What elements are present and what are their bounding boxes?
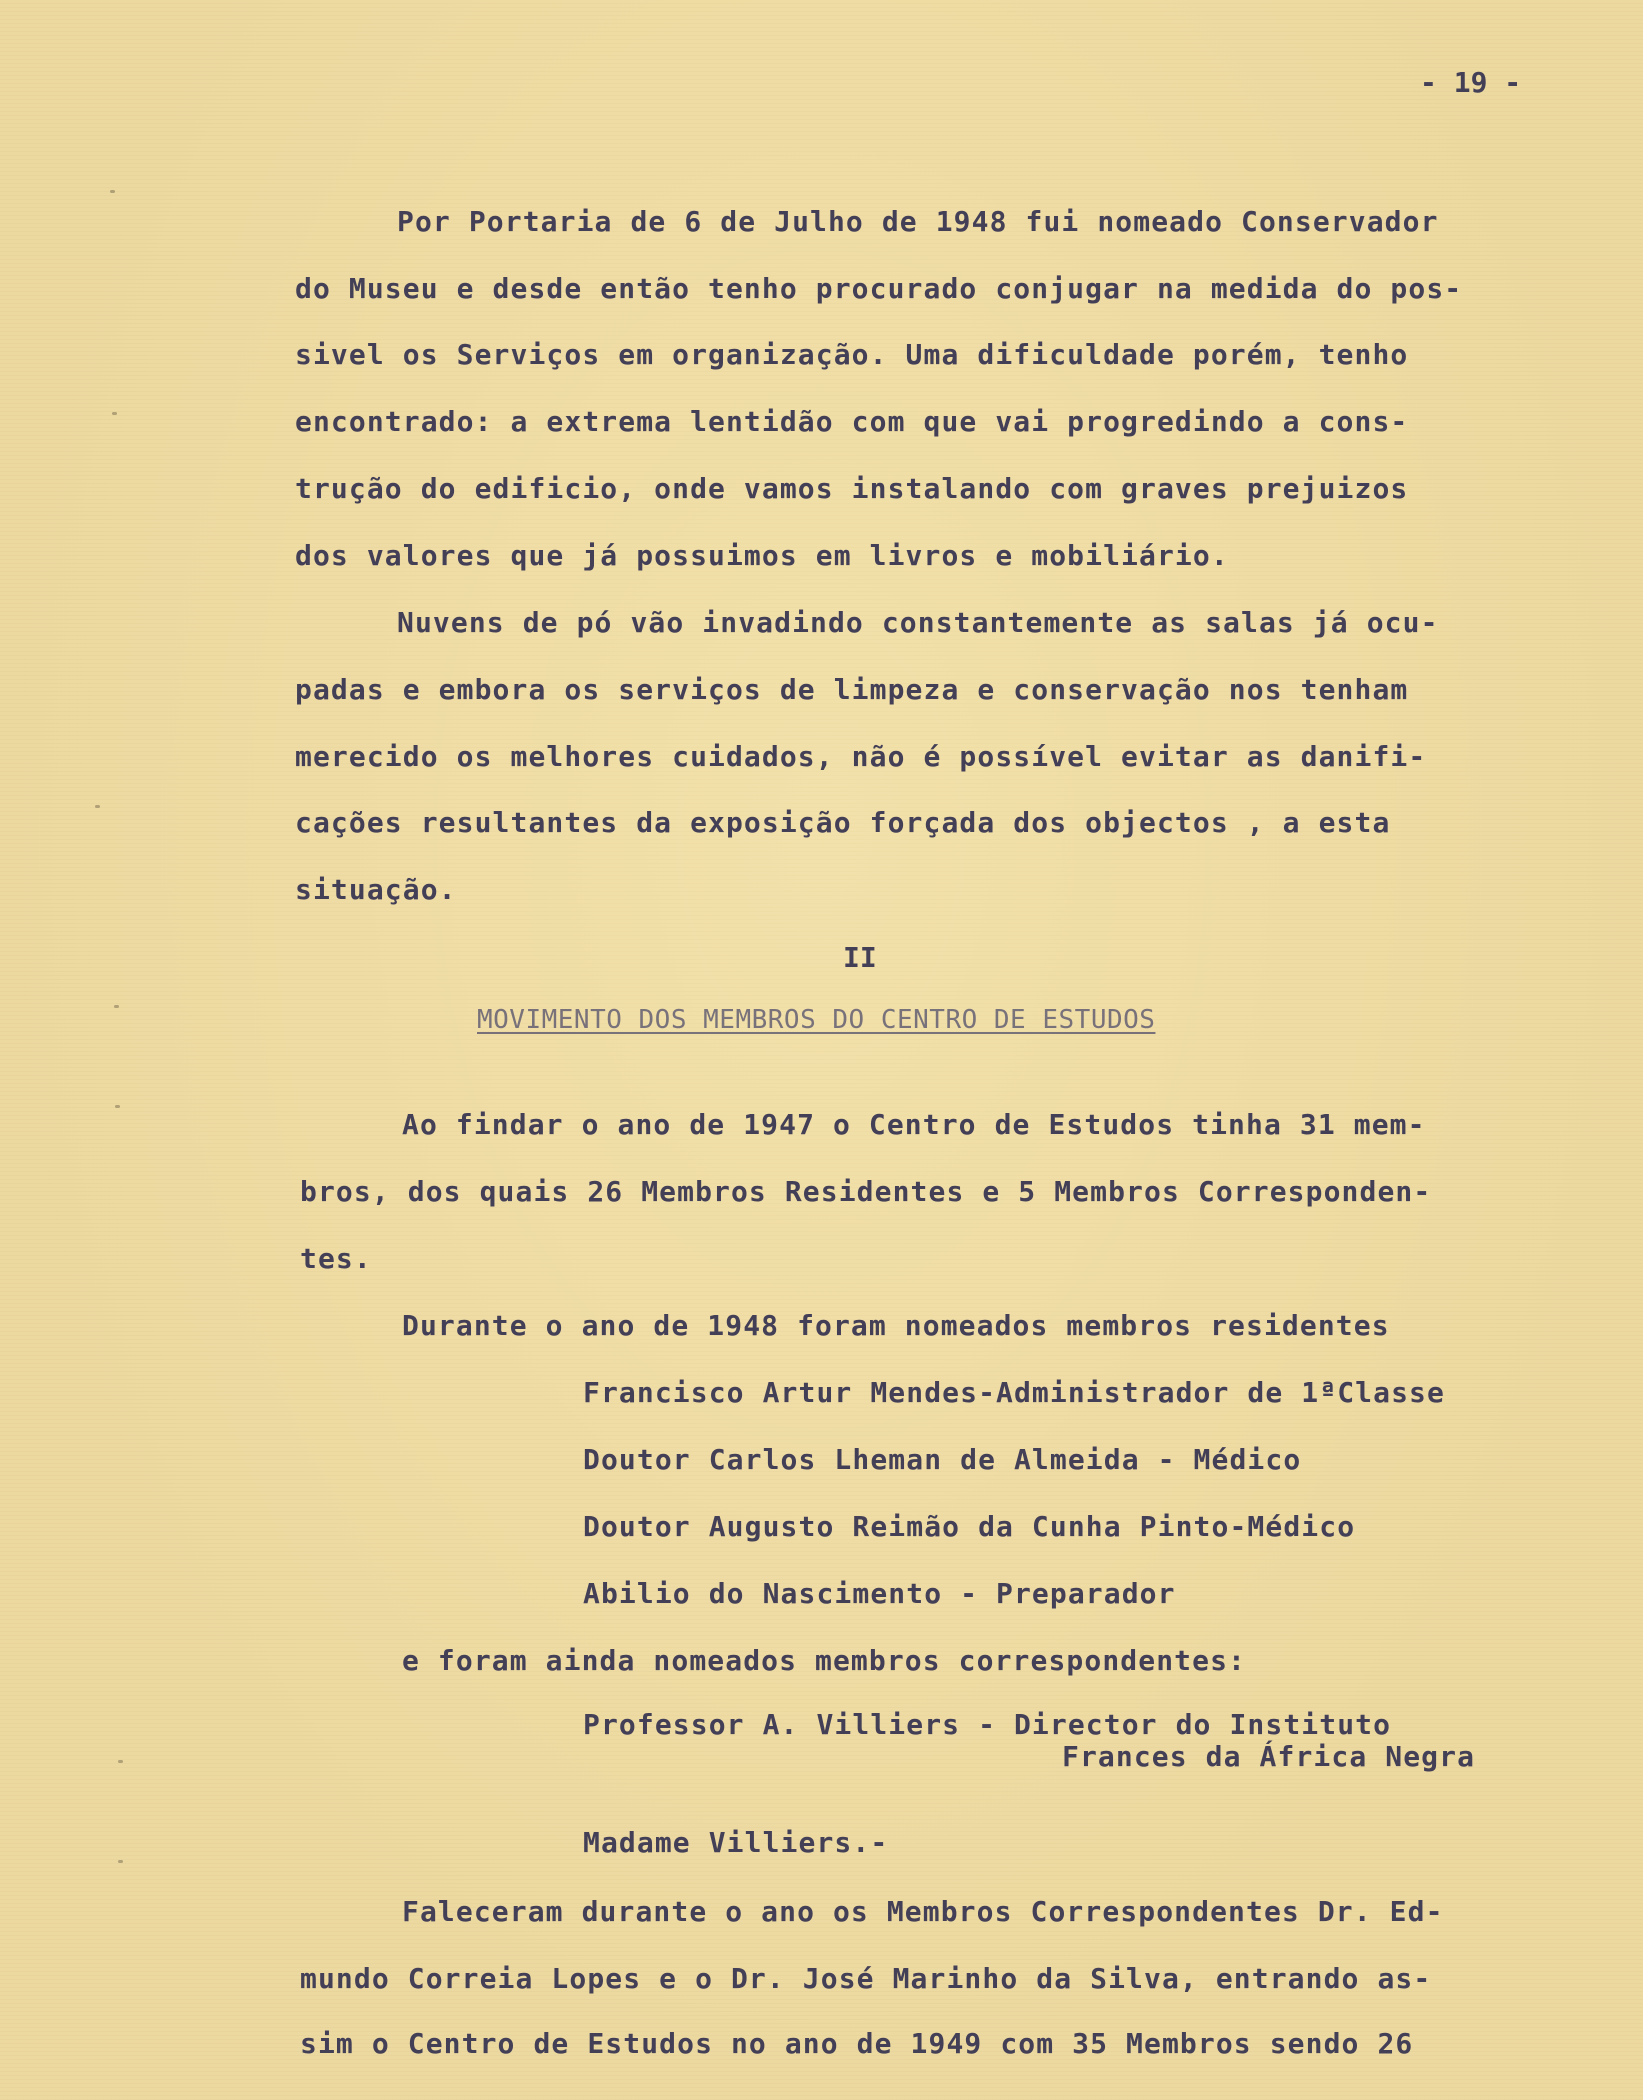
paragraph-3-line-2: bros, dos quais 26 Membros Residentes e 5 Membros Corresponden- bbox=[300, 1175, 1432, 1208]
section-numeral: II bbox=[843, 941, 877, 974]
correspondent-member-2: Madame Villiers.- bbox=[583, 1826, 889, 1859]
margin-mark bbox=[118, 1760, 123, 1763]
paragraph-3-line-3: tes. bbox=[300, 1242, 372, 1275]
margin-mark bbox=[114, 1005, 119, 1008]
paragraph-2-line-3: merecido os melhores cuidados, não é possível evitar as danifi- bbox=[295, 740, 1427, 773]
paragraph-2-line-5: situação. bbox=[295, 873, 457, 906]
paragraph-6-line-2: mundo Correia Lopes e o Dr. José Marinho da Silva, entrando as- bbox=[300, 1962, 1432, 1995]
section-title: MOVIMENTO DOS MEMBROS DO CENTRO DE ESTUDOS bbox=[477, 1005, 1156, 1035]
margin-mark bbox=[110, 190, 115, 193]
margin-mark bbox=[95, 805, 100, 808]
paragraph-2-line-2: padas e embora os serviços de limpeza e conservação nos tenham bbox=[295, 673, 1409, 706]
resident-member-1: Francisco Artur Mendes-Administrador de 1ªClasse bbox=[583, 1376, 1445, 1409]
paragraph-1-line-3: sivel os Serviços em organização. Uma dificuldade porém, tenho bbox=[295, 338, 1409, 371]
paragraph-2-line-1: Nuvens de pó vão invadindo constantemente as salas já ocu- bbox=[397, 606, 1439, 639]
paragraph-3-line-1: Ao findar o ano de 1947 o Centro de Estudos tinha 31 mem- bbox=[402, 1108, 1426, 1141]
margin-mark bbox=[118, 1860, 123, 1863]
correspondent-member-1-continuation: Frances da África Negra bbox=[1062, 1740, 1476, 1773]
correspondent-member-1: Professor A. Villiers - Director do Instituto bbox=[583, 1708, 1392, 1741]
paragraph-1-line-1: Por Portaria de 6 de Julho de 1948 fui nomeado Conservador bbox=[397, 205, 1439, 238]
paragraph-1-line-2: do Museu e desde então tenho procurado conjugar na medida do pos- bbox=[295, 272, 1463, 305]
paragraph-5: e foram ainda nomeados membros correspondentes: bbox=[402, 1644, 1246, 1677]
paragraph-2-line-4: cações resultantes da exposição forçada dos objectos , a esta bbox=[295, 806, 1391, 839]
resident-member-3: Doutor Augusto Reimão da Cunha Pinto-Médico bbox=[583, 1510, 1356, 1543]
paragraph-4: Durante o ano de 1948 foram nomeados membros residentes bbox=[402, 1309, 1390, 1342]
margin-mark bbox=[115, 1105, 120, 1108]
paragraph-6-line-3: sim o Centro de Estudos no ano de 1949 com 35 Membros sendo 26 bbox=[300, 2027, 1414, 2060]
margin-mark bbox=[112, 412, 117, 415]
resident-member-2: Doutor Carlos Lheman de Almeida - Médico bbox=[583, 1443, 1302, 1476]
paragraph-6-line-1: Faleceram durante o ano os Membros Correspondentes Dr. Ed- bbox=[402, 1895, 1444, 1928]
paragraph-1-line-5: trução do edificio, onde vamos instalando com graves prejuizos bbox=[295, 472, 1409, 505]
page-number: - 19 - bbox=[1420, 66, 1522, 99]
paragraph-1-line-6: dos valores que já possuimos em livros e mobiliário. bbox=[295, 539, 1229, 572]
paragraph-1-line-4: encontrado: a extrema lentidão com que vai progredindo a cons- bbox=[295, 405, 1409, 438]
resident-member-4: Abilio do Nascimento - Preparador bbox=[583, 1577, 1176, 1610]
